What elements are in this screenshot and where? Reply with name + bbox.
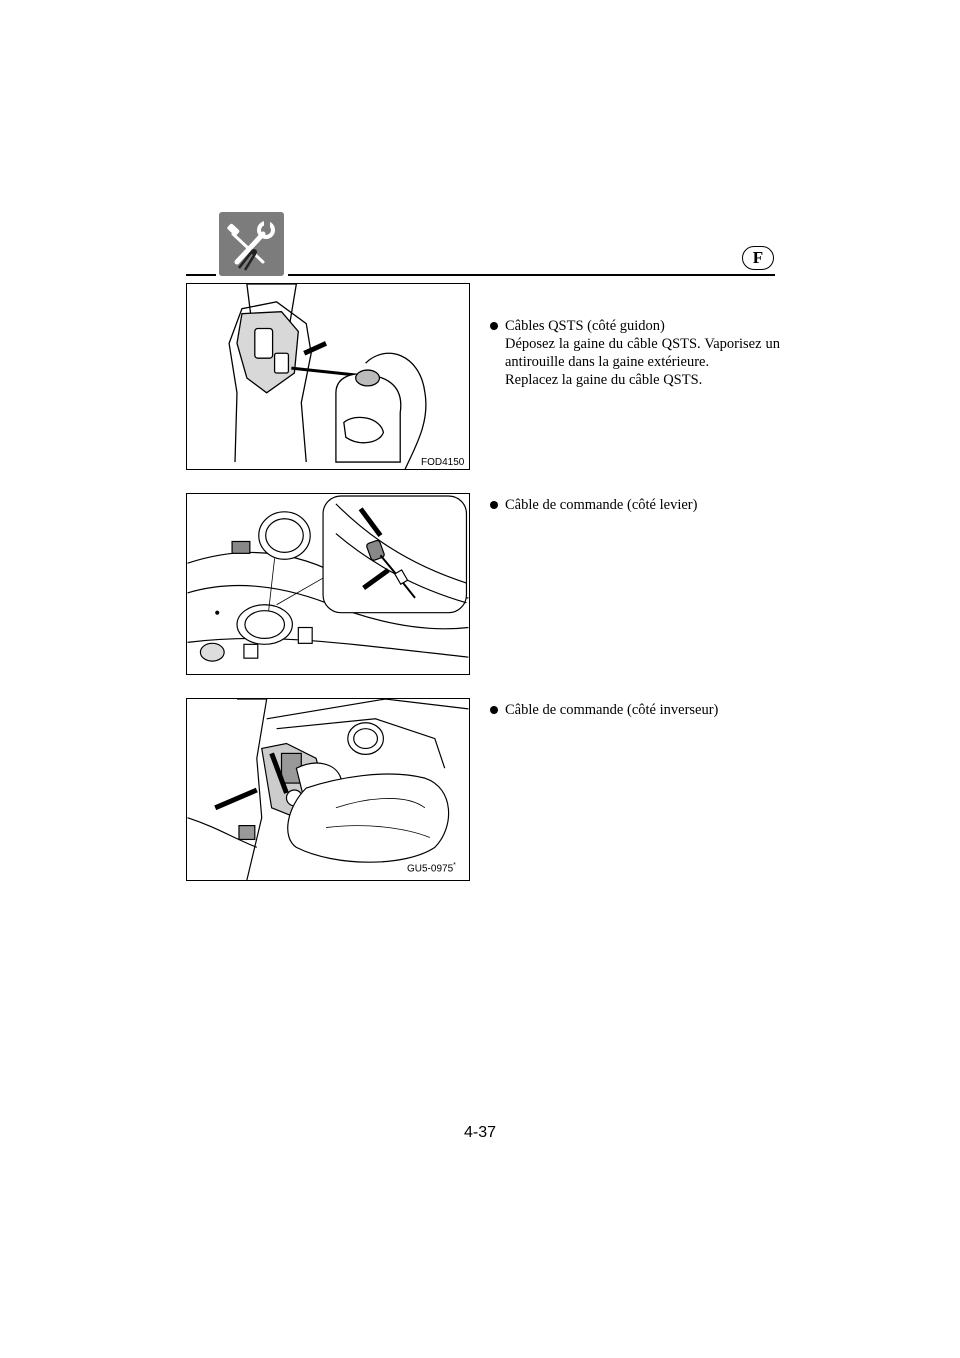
list-item <box>490 496 780 514</box>
item-title: Câble de commande (côté levier) <box>505 497 698 513</box>
figure-code-mark: * <box>453 862 456 869</box>
list-item <box>490 701 780 719</box>
bullet <box>490 706 498 714</box>
item-text: Déposez la gaine du câble QSTS. Vaporisez un antirouille dans la gaine extérieure. <box>505 336 780 370</box>
figure-control-cable-lever <box>186 493 470 675</box>
item-title: Câbles QSTS (côté guidon) <box>505 318 665 334</box>
figure-control-cable-reverse <box>186 698 470 881</box>
figure-qsts-cable <box>186 283 470 470</box>
item-title: Câble de commande (côté inverseur) <box>505 702 719 718</box>
figure-code <box>405 862 458 874</box>
figure-code-text: GU5-0975 <box>407 863 454 875</box>
header-rule-right <box>288 274 775 276</box>
header-rule-left <box>186 274 216 276</box>
item-text: Replacez la gaine du câble QSTS. <box>505 372 703 388</box>
bullet <box>490 322 498 330</box>
figure-code: FOD4150 <box>421 457 465 468</box>
page-number: 4-37 <box>463 1124 497 1141</box>
bullet <box>490 501 498 509</box>
tools-icon <box>219 212 284 276</box>
list-item <box>490 317 780 389</box>
language-badge: F <box>742 246 774 270</box>
